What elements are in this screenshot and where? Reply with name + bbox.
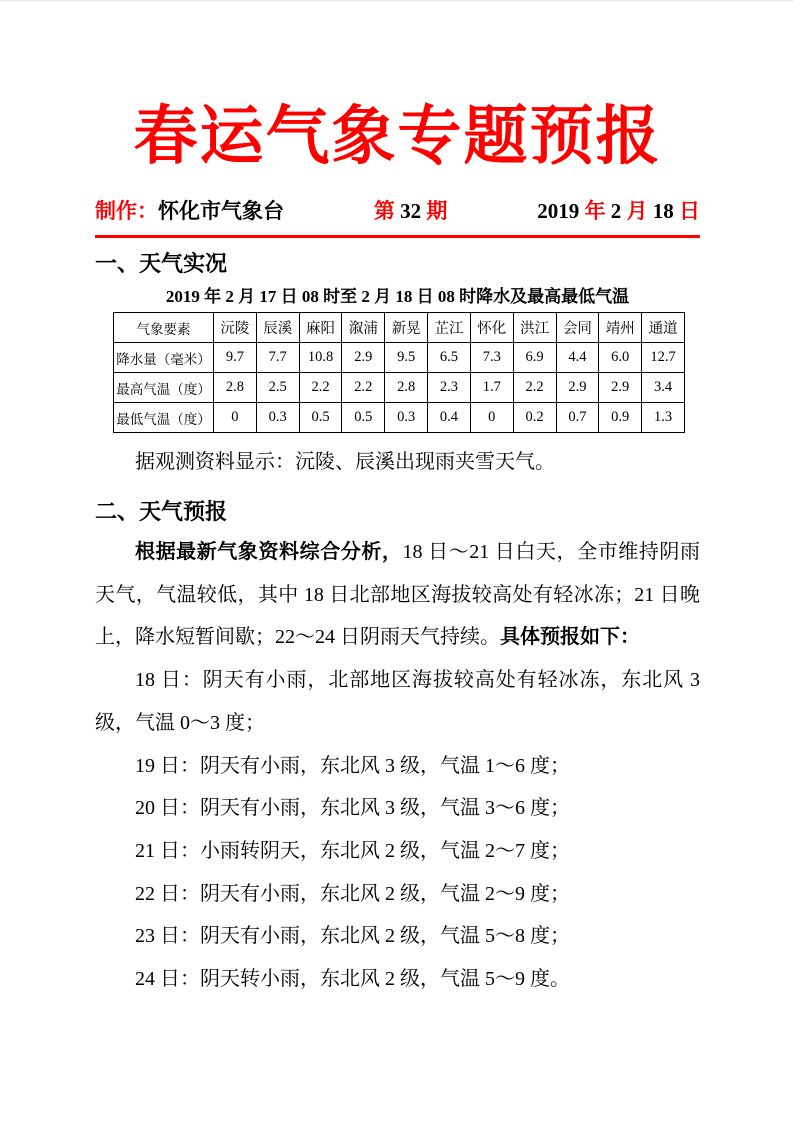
table-cell: 0.5 [299, 403, 342, 433]
date-month-label: 月 [626, 200, 648, 223]
forecast-summary-lead: 根据最新气象资料综合分析， [135, 541, 403, 563]
producer [95, 197, 284, 226]
date-year: 2019 [537, 199, 580, 223]
table-cell: 2.2 [342, 373, 385, 403]
weather-table-header-row [114, 313, 685, 343]
issue-date [537, 197, 700, 226]
table-cell: 2.8 [214, 373, 257, 403]
issue-number [374, 197, 448, 226]
table-cell: 0.3 [385, 403, 428, 433]
table-header-cell: 麻阳 [299, 313, 342, 343]
table-header-cell: 怀化 [470, 313, 513, 343]
header-divider [95, 235, 700, 238]
producer-value: 怀化市气象台 [158, 200, 284, 223]
table-row-precipitation [114, 343, 685, 373]
table-header-cell: 洪江 [513, 313, 556, 343]
table-cell: 0.5 [342, 403, 385, 433]
forecast-summary-body: 18 日～21 日白天，全市维持阴雨天气，气温较低，其中 18 日北部地区海拔较高处有轻冰冻；21 日晚上，降水短暂间歇；22～24 日阴雨天气持续。 [95, 541, 700, 649]
table-row-min-temperature [114, 403, 685, 433]
observation-note: 据观测资料显示：沅陵、辰溪出现雨夹雪天气。 [135, 451, 555, 473]
table-cell: 10.8 [299, 343, 342, 373]
table-cell: 2.5 [256, 373, 299, 403]
table-header-cell: 溆浦 [342, 313, 385, 343]
table-header-cell: 气象要素 [114, 313, 214, 343]
table-cell: 9.7 [214, 343, 257, 373]
daily-forecast-day21: 21 日：小雨转阴天，东北风 2 级，气温 2～7 度； [135, 839, 570, 862]
daily-forecast-day18: 18 日：阴天有小雨，北部地区海拔较高处有轻冰冻，东北风 3 级，气温 0～3 度； [95, 669, 700, 734]
weather-table [113, 312, 685, 433]
table-header-cell: 靖州 [599, 313, 642, 343]
table-cell: 0 [470, 403, 513, 433]
issue-suffix: 期 [426, 200, 448, 223]
date-month: 2 [610, 199, 622, 223]
table-cell: 1.3 [642, 403, 685, 433]
section-heading-weather-observation: 一、天气实况 [95, 251, 228, 276]
date-day: 18 [652, 199, 674, 223]
table-cell: 7.7 [256, 343, 299, 373]
date-day-label: 日 [679, 200, 700, 223]
table-header-cell: 新晃 [385, 313, 428, 343]
table-row-label: 最低气温（度） [114, 403, 214, 433]
table-cell: 3.4 [642, 373, 685, 403]
table-cell: 1.7 [470, 373, 513, 403]
daily-forecast-day22: 22 日：阴天有小雨，东北风 2 级，气温 2～9 度； [135, 882, 570, 905]
table-cell: 9.5 [385, 343, 428, 373]
table-cell: 2.2 [299, 373, 342, 403]
daily-forecast-day19: 19 日：阴天有小雨，东北风 3 级，气温 1～6 度； [135, 754, 570, 777]
section-heading-weather-forecast: 二、天气预报 [95, 499, 228, 524]
table-cell: 6.5 [428, 343, 471, 373]
daily-forecast-day24: 24 日：阴天转小雨，东北风 2 级，气温 5～9 度。 [135, 968, 570, 991]
table-cell: 0.4 [428, 403, 471, 433]
table-row-label: 最高气温（度） [114, 373, 214, 403]
issue-value: 32 [400, 199, 422, 223]
daily-forecast-day20: 20 日：阴天有小雨，东北风 3 级，气温 3～6 度； [135, 797, 570, 820]
document-meta-row [95, 197, 700, 226]
table-cell: 2.2 [513, 373, 556, 403]
table-cell: 0.2 [513, 403, 556, 433]
table-header-cell: 辰溪 [256, 313, 299, 343]
weather-table-caption: 2019 年 2 月 17 日 08 时至 2 月 18 日 08 时降水及最高最低气温 [165, 287, 630, 306]
table-cell: 7.3 [470, 343, 513, 373]
table-cell: 0.3 [256, 403, 299, 433]
table-cell: 2.9 [599, 373, 642, 403]
issue-prefix: 第 [373, 200, 395, 223]
table-row-label: 降水量（毫米） [114, 343, 214, 373]
table-header-cell: 沅陵 [214, 313, 257, 343]
document-title: 春运气象专题预报 [133, 101, 662, 172]
daily-forecast-day23: 23 日：阴天有小雨，东北风 2 级，气温 5～8 度； [135, 925, 570, 948]
table-cell: 0.9 [599, 403, 642, 433]
table-cell: 12.7 [642, 343, 685, 373]
table-cell: 0 [214, 403, 257, 433]
table-cell: 2.9 [556, 373, 599, 403]
table-row-max-temperature [114, 373, 685, 403]
daily-forecast-list [95, 659, 700, 1001]
table-cell: 2.9 [342, 343, 385, 373]
table-header-cell: 芷江 [428, 313, 471, 343]
forecast-summary [95, 531, 700, 659]
forecast-summary-tail: 具体预报如下： [500, 626, 640, 649]
table-cell: 2.8 [385, 373, 428, 403]
table-header-cell: 通道 [642, 313, 685, 343]
table-cell: 2.3 [428, 373, 471, 403]
table-cell: 0.7 [556, 403, 599, 433]
producer-label: 制作： [95, 200, 158, 223]
table-cell: 4.4 [556, 343, 599, 373]
table-cell: 6.0 [599, 343, 642, 373]
table-cell: 6.9 [513, 343, 556, 373]
date-year-label: 年 [584, 200, 606, 223]
table-header-cell: 会同 [556, 313, 599, 343]
